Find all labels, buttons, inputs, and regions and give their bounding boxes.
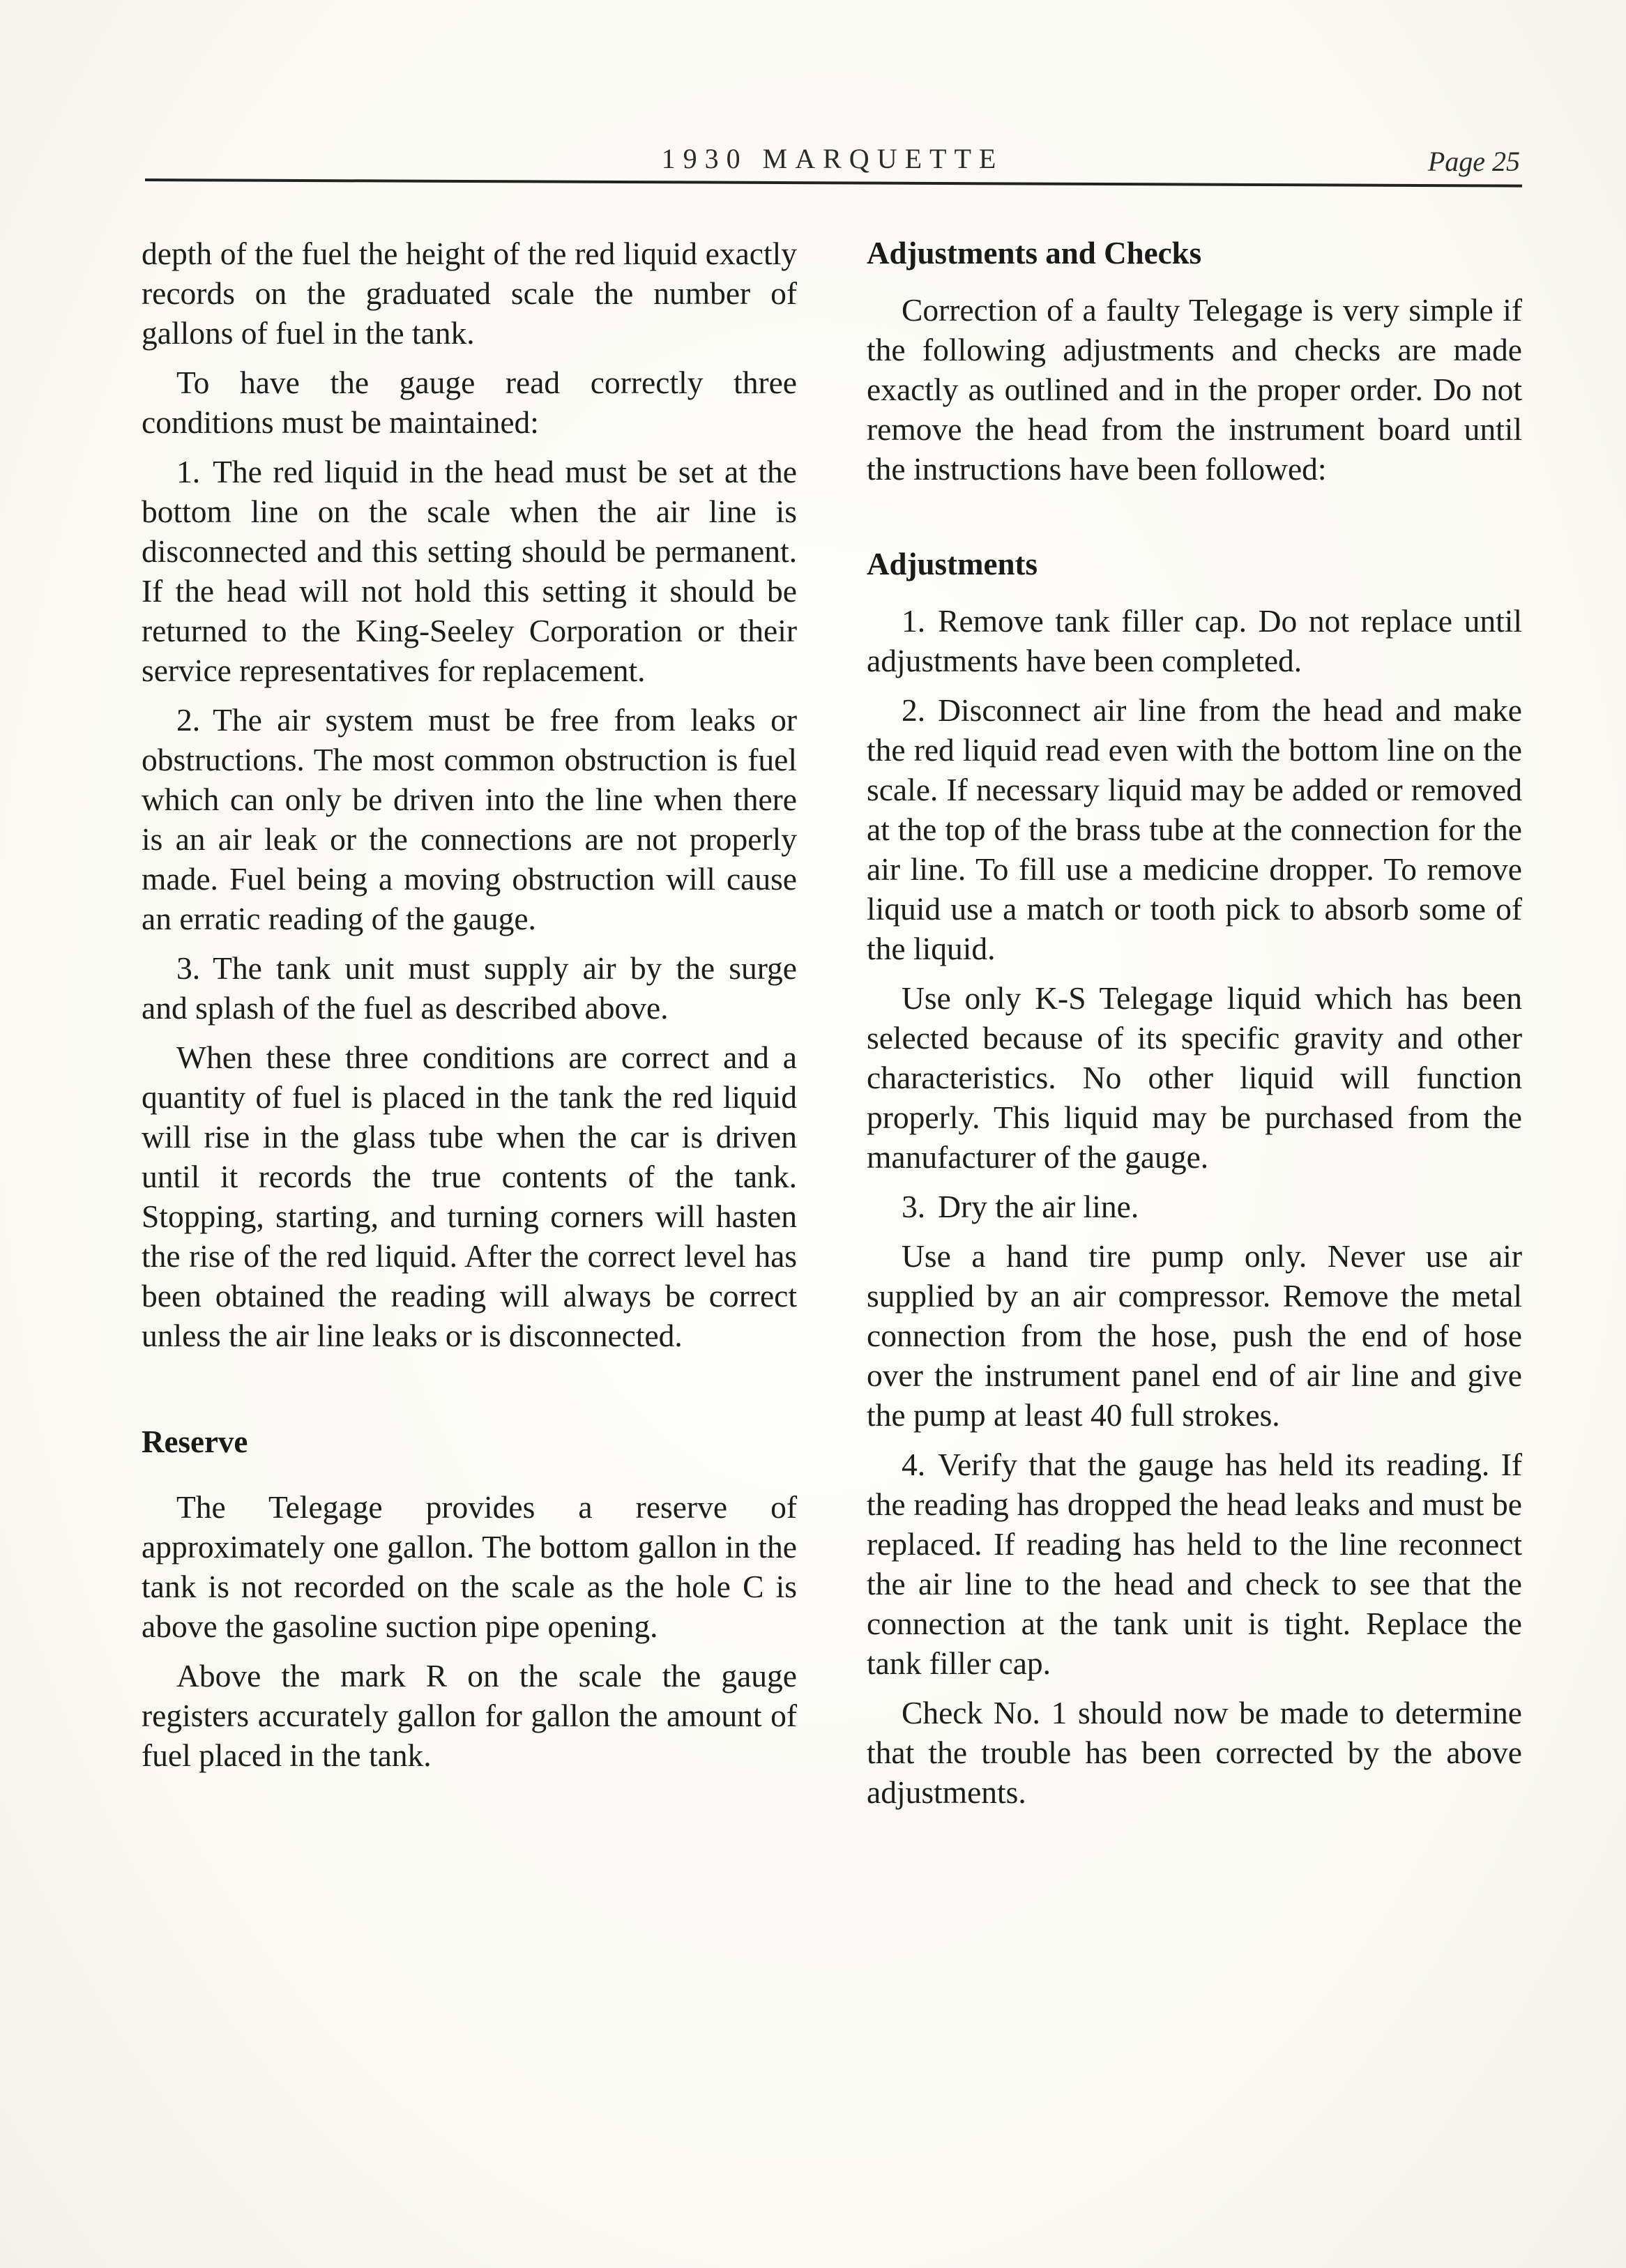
condition-text: The tank unit must supply air by the surge and splash of the fuel as described above. (142, 950, 797, 1026)
reserve-paragraph-2: Above the mark R on the scale the gauge registers accurately gallon for gallon the amount of fuel placed in the tank. (142, 1658, 797, 1773)
condition-text: The red liquid in the head must be set at the bottom line on the scale when the air line is disconnected and this setting should be permanent. If the head will not hold this setting it should be returned to the King-Seeley Corporation or their service representatives for replacement. (142, 454, 797, 688)
step-number: 3. (902, 1189, 926, 1224)
condition-number: 3. (176, 950, 201, 986)
adjustment-step-3 (867, 1187, 1522, 1226)
step-number: 4. (902, 1447, 926, 1482)
step-number: 2. (902, 692, 926, 728)
reserve-heading: Reserve (142, 1424, 248, 1459)
running-header (145, 139, 1520, 181)
page-number: Page 25 (1427, 146, 1520, 177)
condition-item-3 (142, 948, 797, 1028)
step-text: Dry the air line. (938, 1189, 1139, 1224)
adjustments-closing-paragraph: Check No. 1 should now be made to determine that the trouble has been corrected by the above adjustments. (867, 1695, 1522, 1810)
adjustment-step-3-note: Use a hand tire pump only. Never use air supplied by an air compressor. Remove the metal connection from the hose, push the end of hose over the instrument panel end of air line and give the pump at least 40 full strokes. (867, 1238, 1522, 1433)
left-column (142, 234, 797, 1785)
step-text: Verify that the gauge has held its reading. If the reading has dropped the head leaks and must be replaced. If reading has held to the line reconnect the air line to the head and check to see that the connection at the tank unit is tight. Replace the tank filler cap. (867, 1447, 1522, 1681)
adjustment-step-2 (867, 690, 1522, 968)
adjustments-and-checks-heading: Adjustments and Checks (867, 236, 1202, 271)
condition-text: The air system must be free from leaks or obstructions. The most common obstruction is fuel which can only be driven into the line when there is an air leak or the connections are not properly made. Fuel being a moving obstruction will cause an erratic reading of the gauge. (142, 702, 797, 936)
adjustment-step-1 (867, 601, 1522, 680)
step-text: Disconnect air line from the head and make the red liquid read even with the bottom line on the scale. If necessary liquid may be added or removed at the top of the brass tube at the connection for the air line. To fill use a medicine dropper. To remove liquid use a match or tooth pick to absorb some of the liquid. (867, 692, 1522, 966)
conditions-intro-paragraph: To have the gauge read correctly three conditions must be maintained: (142, 365, 797, 440)
condition-item-1 (142, 452, 797, 690)
step-text: Remove tank filler cap. Do not replace until adjustments have been completed. (867, 603, 1522, 678)
continuation-paragraph: depth of the fuel the height of the red liquid exactly records on the graduated scale the number of gallons of fuel in the tank. (142, 236, 797, 351)
conditions-summary-paragraph: When these three conditions are correct and a quantity of fuel is placed in the tank the red liquid will rise in the glass tube when the car is driven until it records the true contents of the tank. Stopping, starting, and turning corners will hasten the rise of the red liquid. After the correct level has been obtained the reading will always be correct unless the air line leaks or is disconnected. (142, 1040, 797, 1353)
adjustments-heading: Adjustments (867, 547, 1038, 581)
condition-item-2 (142, 700, 797, 938)
condition-number: 1. (176, 454, 201, 489)
condition-number: 2. (176, 702, 201, 738)
reserve-paragraph-1: The Telegage provides a reserve of approximately one gallon. The bottom gallon in the tank is not recorded on the scale as the hole C is above the gasoline suction pipe opening. (142, 1489, 797, 1644)
right-column (867, 234, 1522, 1822)
running-title: 1930 MARQUETTE (661, 143, 1004, 174)
adjustment-step-4 (867, 1445, 1522, 1683)
step-number: 1. (902, 603, 926, 639)
adjustments-intro-paragraph: Correction of a faulty Telegage is very simple if the following adjustments and checks are made exactly as outlined and in the proper order. Do not remove the head from the instrument board until the instructions have been followed: (867, 292, 1522, 487)
adjustment-step-2-note: Use only K-S Telegage liquid which has been selected because of its specific gravity and other characteristics. No other liquid will function properly. This liquid may be purchased from the manufacturer of the gauge. (867, 980, 1522, 1175)
